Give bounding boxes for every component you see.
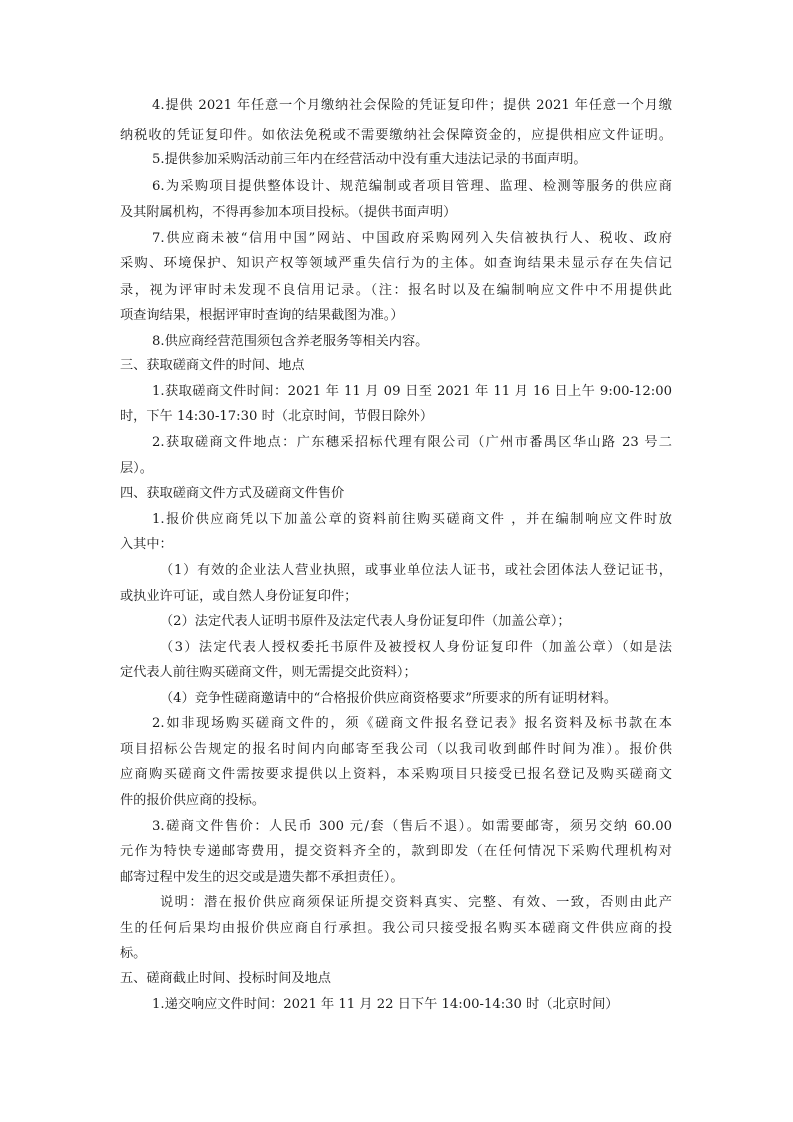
text-line: 元作为特快专递邮寄费用，提交资料齐全的，款到即发（在任何情况下采购代理机构对	[120, 844, 672, 859]
text-line: 采购、环境保护、知识产权等领域严重失信行为的主体。如查询结果未显示存在失信记	[120, 256, 672, 271]
text-line: 件的报价供应商的投标。	[120, 793, 266, 808]
text-line: 1.获取磋商文件时间：2021 年 11 月 09 日至 2021 年 11 月 16 日上午 9:00-12:00	[152, 384, 672, 399]
text-line: 应商购买磋商文件需按要求提供以上资料，本采购项目只接受已报名登记及购买磋商文	[120, 767, 672, 782]
text-line: 2.如非现场购买磋商文件的，须《磋商文件报名登记表》报名资料及标书款在本	[152, 716, 672, 731]
text-line: 标。	[120, 946, 147, 961]
text-line: 说明：潜在报价供应商须保证所提交资料真实、完整、有效、一致，否则由此产	[160, 895, 672, 910]
text-line: 项目招标公告规定的报名时间内向邮寄至我公司（以我司收到邮件时间为准）。报价供	[120, 742, 672, 757]
text-line: 3.磋商文件售价：人民币 300 元/套（售后不退）。如需要邮寄，须另交纳 60.00	[152, 819, 672, 834]
text-line: （3）法定代表人授权委托书原件及被授权人身份证复印件（加盖公章）（如是法	[160, 640, 672, 655]
text-line: 层）。	[120, 461, 153, 476]
text-line: 生的任何后果均由报价供应商自行承担。我公司只接受报名购买本磋商文件供应商的投	[120, 921, 672, 936]
section-heading: 五、磋商截止时间、投标时间及地点	[120, 971, 331, 986]
text-line: 时，下午 14:30-17:30 时（北京时间，节假日除外）	[120, 409, 434, 424]
text-line: 1.递交响应文件时间：2021 年 11 月 22 日下午 14:00-14:30 时（北京时间）	[152, 997, 619, 1012]
text-line: 6.为采购项目提供整体设计、规范编制或者项目管理、监理、检测等服务的供应商	[152, 179, 672, 194]
text-line: 7.供应商未被“信用中国”网站、中国政府采购网列入失信被执行人、税收、政府	[152, 231, 672, 246]
text-line: 定代表人前往购买磋商文件，则无需提交此资料）；	[120, 665, 417, 680]
text-line: 8.供应商经营范围须包含养老服务等相关内容。	[152, 334, 429, 349]
text-line: 项查询结果，根据评审时查询的结果截图为准。）	[120, 308, 404, 323]
section-heading: 四、获取磋商文件方式及磋商文件售价	[120, 486, 345, 501]
text-line: 及其附属机构，不得再参加本项目投标。（提供书面声明）	[120, 205, 457, 220]
text-line: 纳税收的凭证复印件。如依法免税或不需要缴纳社会保障资金的，应提供相应文件证明。	[120, 128, 672, 143]
text-line: 录，视为评审时未发现不良信用记录。（注：报名时以及在编制响应文件中不用提供此	[120, 283, 672, 298]
text-line: （4）竞争性磋商邀请中的“合格报价供应商资格要求”所要求的所有证明材料。	[160, 691, 618, 706]
text-line: 2.获取磋商文件地点：广东穗采招标代理有限公司（广州市番禺区华山路 23 号二	[152, 435, 672, 450]
text-line: （1）有效的企业法人营业执照，或事业单位法人证书，或社会团体法人登记证书，	[160, 563, 672, 578]
text-line: 5.提供参加采购活动前三年内在经营活动中没有重大违法记录的书面声明。	[152, 152, 587, 167]
text-line: 入其中：	[120, 537, 173, 552]
text-line: 1.报价供应商凭以下加盖公章的资料前往购买磋商文件 ，并在编制响应文件时放	[152, 512, 672, 527]
text-line: 4.提供 2021 年任意一个月缴纳社会保险的凭证复印件；提供 2021 年任意一个月缴	[152, 98, 672, 113]
section-heading: 三、获取磋商文件的时间、地点	[120, 358, 305, 373]
text-line: 邮寄过程中发生的迟交或是遗失都不承担责任）。	[120, 870, 404, 885]
text-line: 或执业许可证，或自然人身份证复印件；	[120, 589, 358, 604]
text-line: （2）法定代表人证明书原件及法定代表人身份证复印件（加盖公章）；	[160, 614, 571, 629]
